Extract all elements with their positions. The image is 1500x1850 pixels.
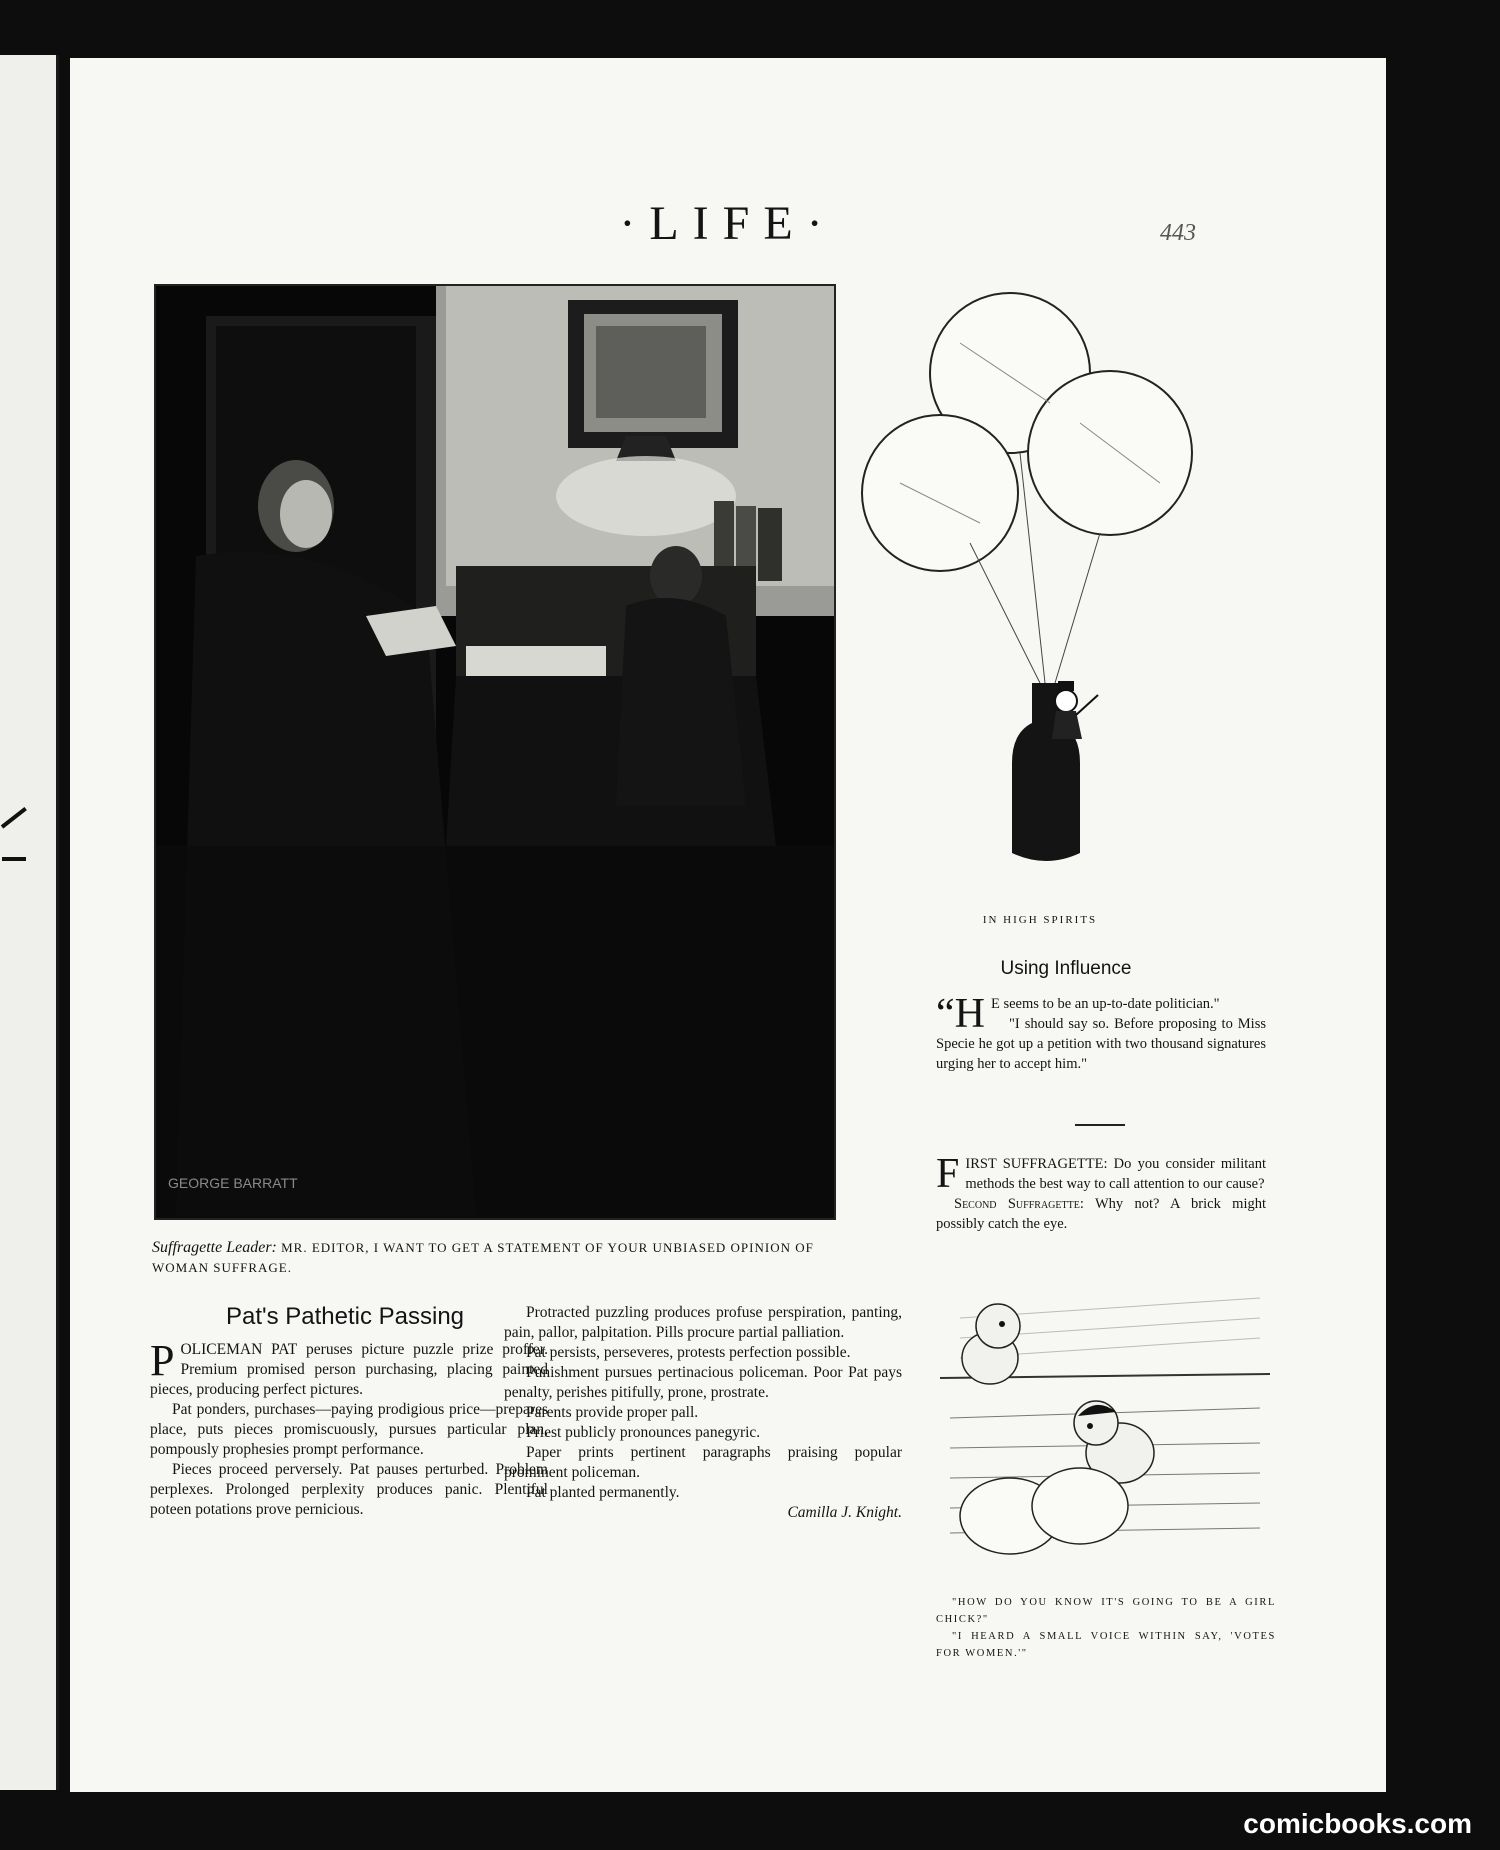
joke-paragraph bbox=[936, 1194, 1266, 1234]
dropcap: P bbox=[150, 1336, 175, 1385]
article-byline: Camilla J. Knight. bbox=[787, 1504, 902, 1521]
lead-caps: OLICEMAN PAT bbox=[180, 1341, 298, 1358]
balloon-caption: IN HIGH SPIRITS bbox=[982, 914, 1098, 926]
article-paragraph: Pieces proceed perversely. Pat pauses perturbed. Problem perplexes. Prolonged perplexity produces panic. Plentiful poteen potations prove pernicious. bbox=[150, 1461, 548, 1518]
caption-text: MR. EDITOR, I WANT TO GET A STATEMENT OF YOUR UNBIASED OPINION OF WOMAN SUFFRAGE. bbox=[152, 1240, 814, 1275]
suffragette-joke bbox=[936, 1151, 1267, 1234]
illustration-signature: GEORGE BARRATT bbox=[168, 1175, 298, 1191]
joke-paragraph bbox=[936, 991, 1266, 1037]
speaker-two: Second Suffragette bbox=[954, 1196, 1080, 1212]
article-paragraph: Pat persists, perseveres, protests perfection possible. bbox=[526, 1344, 851, 1361]
article-paragraph: Protracted puzzling produces profuse perspiration, panting, pain, pallor, palpitation. Pills procure partial palliation. bbox=[504, 1304, 902, 1341]
chick-question: "HOW DO YOU KNOW IT'S GOING TO BE A GIRL CHICK?" bbox=[936, 1597, 1276, 1625]
illustration-caption bbox=[152, 1238, 842, 1278]
masthead-title: ·LIFE· bbox=[619, 197, 837, 250]
dropcap: F bbox=[936, 1151, 960, 1197]
facing-page-edge bbox=[0, 55, 59, 1790]
article-paragraph: Priest publicly pronounces panegyric. bbox=[526, 1424, 761, 1441]
facing-page-mark bbox=[2, 795, 26, 861]
joke-line: : Why not? A brick might possibly catch the eye. bbox=[936, 1196, 1267, 1232]
magazine-page bbox=[70, 58, 1386, 1792]
joke-paragraph bbox=[936, 1151, 1266, 1197]
club-balloon-cartoon bbox=[860, 283, 1220, 893]
paragraph-text: peruses picture puzzle prize proffer. Premium promised person purchasing, placing painted pieces, producing perfect pictures. bbox=[150, 1341, 548, 1398]
article-column-right bbox=[504, 1303, 902, 1523]
editor-office-illustration bbox=[154, 284, 836, 1220]
caption-speaker: Suffragette Leader: bbox=[152, 1239, 277, 1256]
watermark: comicbooks.com bbox=[1243, 1808, 1472, 1839]
joke-paragraph: "I should say so. Before proposing to Miss Specie he got up a petition with two thousand signatures urging her to accept him." bbox=[936, 1016, 1266, 1072]
article-title: Pat's Pathetic Passing bbox=[225, 1303, 465, 1330]
page-number: 443 bbox=[1160, 220, 1196, 246]
article-paragraph: Punishment pursues pertinacious policeman. Poor Pat pays penalty, perishes pitifully, prone, prostrate. bbox=[504, 1364, 902, 1401]
section-divider bbox=[1075, 1124, 1125, 1126]
article-paragraph: Parents provide proper pall. bbox=[526, 1404, 699, 1421]
article-paragraph bbox=[150, 1336, 548, 1400]
joke-line: E seems to be an up-to-date politician." bbox=[991, 996, 1220, 1012]
article-column-left bbox=[150, 1336, 548, 1520]
chick-caption bbox=[936, 1594, 1276, 1662]
chick-cartoon bbox=[920, 1278, 1280, 1608]
article-paragraph: Pat planted permanently. bbox=[526, 1484, 680, 1501]
article-paragraph: Pat ponders, purchases—paying prodigious price—prepares place, puts pieces promiscuously, pursues particular plan, pompously prophesies prompt performance. bbox=[150, 1401, 548, 1458]
dropcap: “H bbox=[936, 991, 985, 1037]
article-paragraph: Paper prints pertinent paragraphs praising popular prominent policeman. bbox=[504, 1444, 902, 1481]
using-influence-title: Using Influence bbox=[1000, 958, 1132, 979]
joke-line: : Do you consider militant methods the best way to call attention to our cause? bbox=[965, 1156, 1266, 1192]
chick-answer: "I HEARD A SMALL VOICE WITHIN SAY, 'VOTES FOR WOMEN.'" bbox=[936, 1631, 1276, 1659]
using-influence-text bbox=[936, 991, 1266, 1074]
speaker-one: IRST SUFFRAGETTE bbox=[965, 1156, 1104, 1172]
